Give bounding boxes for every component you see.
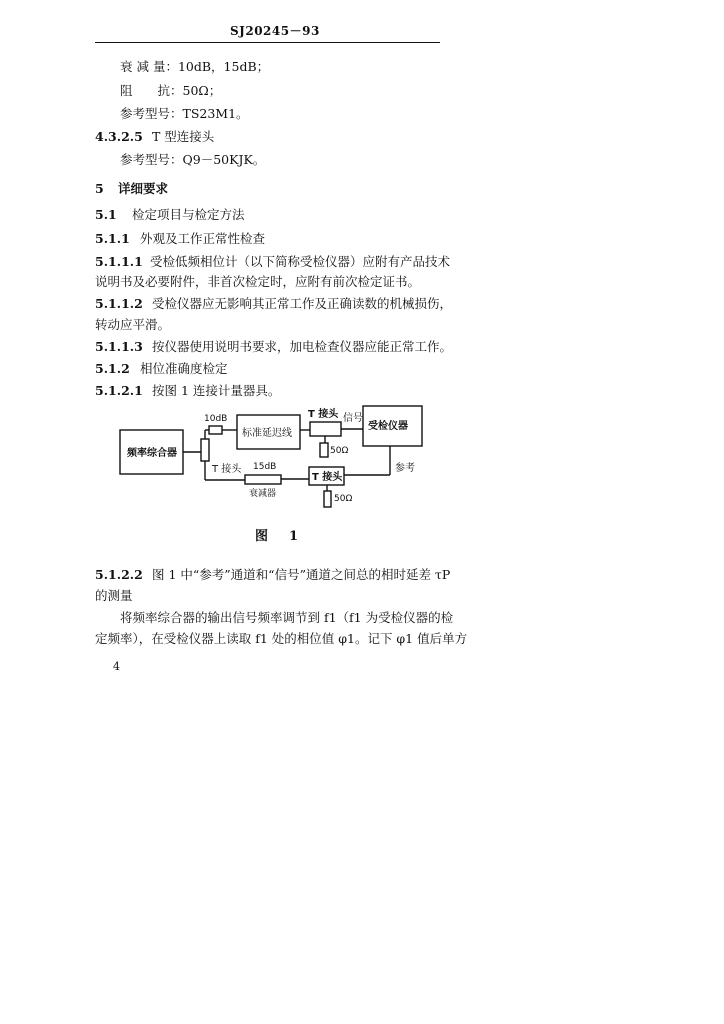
header-rule xyxy=(95,42,440,43)
clause-text-continued: 说明书及必要附件，非首次检定时，应附有前次检定证书。 xyxy=(95,274,421,289)
body-paragraph-line: 将频率综合器的输出信号频率调节到 f1（f1 为受检仪器的检 xyxy=(120,610,454,625)
synthesizer-label: 频率综合器 xyxy=(127,448,177,459)
t-junction-top-label: T 接头 xyxy=(308,409,339,420)
clause-title: 相位准确度检定 xyxy=(140,361,228,376)
clause-text: 受检仪器应无影响其正常工作及正确读数的机械损伤， xyxy=(152,296,453,311)
clause-text: 按仪器使用说明书要求，加电检查仪器应能正常工作。 xyxy=(152,339,453,354)
section-title: 详细要求 xyxy=(118,181,169,196)
clause-title: T 型连接头 xyxy=(152,129,215,144)
standard-number: SJ20245－93 xyxy=(230,24,320,38)
clause-text: 图 1 中“参考”通道和“信号”通道之间总的相时延差 τP xyxy=(152,567,451,582)
clause-text: 受检低频相位计（以下简称受检仪器）应附有产品技术 xyxy=(150,254,451,269)
delay-line-label: 标准延迟线 xyxy=(242,428,292,439)
termination-top-label: 50Ω xyxy=(330,446,349,456)
reference-label: 参考 xyxy=(395,463,415,474)
attenuation-line: 衰 减 量：10dB，15dB； xyxy=(120,59,270,74)
clause-number: 5.1 xyxy=(95,207,117,222)
t-junction-left-block xyxy=(201,439,209,461)
ref-model-line-2: 参考型号：Q9－50KJK。 xyxy=(120,152,266,167)
attenuator-10db-label: 10dB xyxy=(204,414,228,424)
termination-top-block xyxy=(320,443,328,457)
t-junction-box-label: T 接头 xyxy=(312,472,343,483)
termination-bottom-block xyxy=(324,491,331,507)
signal-label: 信号 xyxy=(343,413,363,424)
clause-text-continued: 的测量 xyxy=(95,588,133,603)
clause-number: 4.3.2.5 xyxy=(95,129,143,144)
t-junction-top-block xyxy=(310,422,341,436)
attenuator-15db-label: 15dB xyxy=(253,462,277,472)
clause-number: 5.1.2 xyxy=(95,361,130,376)
dut-label: 受检仪器 xyxy=(368,421,408,432)
clause-text: 按图 1 连接计量器具。 xyxy=(152,383,281,398)
clause-title: 检定项目与检定方法 xyxy=(132,207,245,222)
attenuator-label: 衰减器 xyxy=(249,489,277,499)
ref-model-line: 参考型号：TS23M1。 xyxy=(120,106,249,121)
body-paragraph-line: 定频率），在受检仪器上读取 f1 处的相位值 φ1。记下 φ1 值后单方 xyxy=(95,631,468,646)
attenuator-10db-block xyxy=(209,426,222,434)
impedance-line: 阻 抗：50Ω； xyxy=(120,83,222,98)
attenuator-15db-block xyxy=(245,475,281,484)
page-number: 4 xyxy=(113,660,120,673)
clause-number: 5.1.1.2 xyxy=(95,296,143,311)
termination-bottom-label: 50Ω xyxy=(334,494,353,504)
clause-number: 5.1.1.1 xyxy=(95,254,143,269)
clause-number: 5.1.1.3 xyxy=(95,339,143,354)
t-junction-left-label: T 接头 xyxy=(212,464,242,475)
clause-title: 外观及工作正常性检查 xyxy=(140,231,266,246)
clause-text-continued: 转动应平滑。 xyxy=(95,317,171,332)
clause-number: 5.1.1 xyxy=(95,231,130,246)
figure-1-diagram xyxy=(105,395,435,520)
section-number: 5 xyxy=(95,181,104,196)
clause-number: 5.1.2.1 xyxy=(95,383,143,398)
figure-caption: 图 1 xyxy=(255,529,303,544)
clause-number: 5.1.2.2 xyxy=(95,567,143,582)
